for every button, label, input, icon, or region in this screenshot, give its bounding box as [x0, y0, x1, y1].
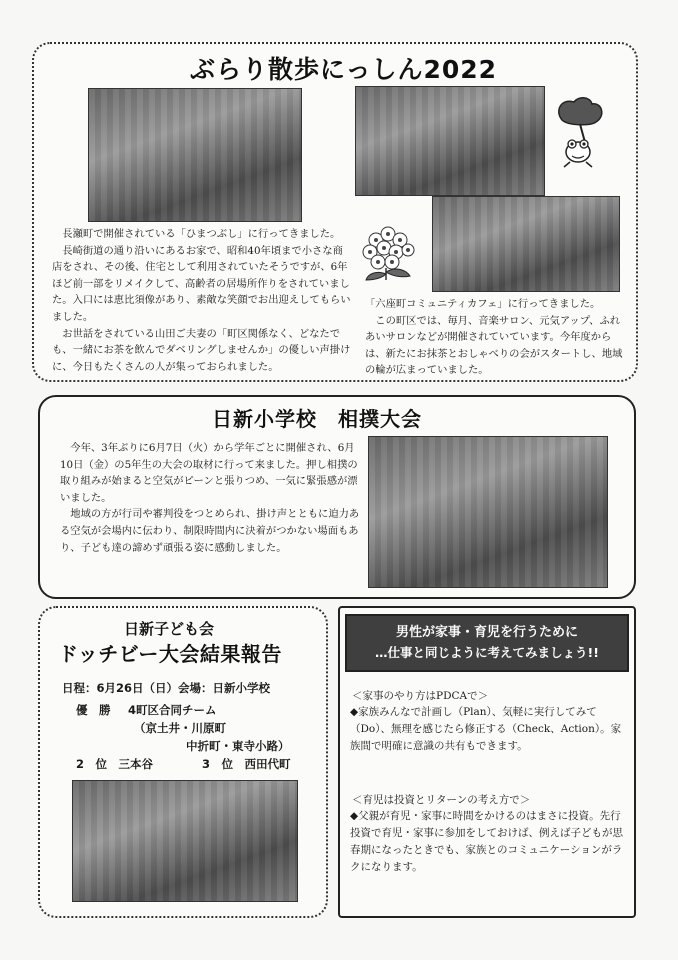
pdca-subheading: ＜家事のやり方はPDCAで＞: [352, 690, 489, 702]
winner-detail-2: 中折町・東寺小路）: [186, 739, 290, 753]
rokuza-cafe-photo-1: [355, 86, 545, 196]
article-paragraph: 長崎街道の通り沿いにあるお家で、昭和40年頃まで小さな商店をされ、その後、住宅として利用されていたそうですが、6年ほど前一部をリメイクして、高齢者の居場所作りをされていました。入口には恵比須像があり、素敵な笑顔でお出迎えしてもらいました。: [52, 244, 351, 323]
article-paragraph: 長瀬町で開催されている「ひまつぶし」に行ってきました。: [52, 228, 341, 240]
winner-detail-1: （京土井・川原町: [134, 721, 226, 735]
winner-team: 4町区合同チーム: [128, 703, 217, 717]
article-paragraph: 「六座町コミュニティカフェ」に行ってきました。: [365, 298, 601, 310]
winner-label: 優 勝: [76, 703, 111, 717]
rokuza-cafe-article: [365, 296, 627, 379]
second-place: 2 位 三本谷: [76, 757, 154, 771]
walk-section-title: ぶらり散歩にっしん2022: [190, 55, 498, 84]
investment-subheading: ＜育児は投資とリターンの考え方で＞: [352, 794, 531, 806]
sumo-section-title: 日新小学校 相撲大会: [212, 407, 422, 431]
article-paragraph: お世話をされている山田ご夫妻の「町区関係なく、どなたでも、一緒にお茶を飲んでダベリングしませんか」の優しい声掛けに、今日もたくさんの人が集っておられました。: [52, 327, 351, 373]
article-paragraph: 今年、3年ぶりに6月7日（火）から学年ごとに開催され、6月10日（金）の5年生の大会の取材に行って来ました。押し相撲の取り組みが始まると空気がピーンと張りつめ、一気に緊張感が漂いました。: [60, 442, 358, 504]
article-paragraph: 地域の方が行司や審判役をつとめられ、掛け声とともに迫力ある空気が会場内に伝わり、制限時間内に決着がつかない場面もあり、子ども達の諦めず頑張る姿に感動しました。: [60, 508, 360, 554]
rokuza-cafe-photo-2: [432, 196, 620, 292]
banner-line-2: …仕事と同じように考えてみましょう!!: [375, 645, 599, 660]
sumo-article: [60, 440, 360, 556]
event-date-venue: 日程：6月26日（日）会場：日新小学校: [62, 681, 271, 695]
dodgebee-title: ドッチビー大会結果報告: [58, 642, 282, 666]
frog-mascot-icon: [552, 96, 608, 168]
hydrangea-illustration-icon: [356, 222, 424, 282]
investment-body: ◆父親が育児・家事に時間をかけるのはまさに投資。先行投資で育児・家事に参加をしておけば、例えば子どもが思春期になったときでも、家族とのコミュニケーションがラクになります。: [350, 810, 623, 873]
himatsubushi-group-photo: [88, 88, 302, 222]
pdca-body: ◆家族みんなで計画し（Plan）、気軽に実行してみて（Do）、無理を感じたら修正する（Check、Action）。家族間で明確に意識の共有もできます。: [350, 706, 622, 752]
himatsubushi-article: [52, 226, 352, 375]
sumo-match-photo: [368, 436, 608, 588]
third-place: 3 位 西田代町: [202, 757, 291, 771]
dodgebee-subtitle: 日新子ども会: [124, 620, 215, 638]
parenting-banner: [345, 614, 629, 672]
banner-line-1: 男性が家事・育児を行うために: [395, 625, 578, 640]
article-paragraph: この町区では、毎月、音楽サロン、元気アップ、ふれあいサロンなどが開催されていています。今年度からは、新たにお抹茶とおしゃべりの会がスタートし、地域の輪が広まっていました。: [365, 314, 623, 377]
dodgebee-gym-photo: [72, 780, 298, 902]
